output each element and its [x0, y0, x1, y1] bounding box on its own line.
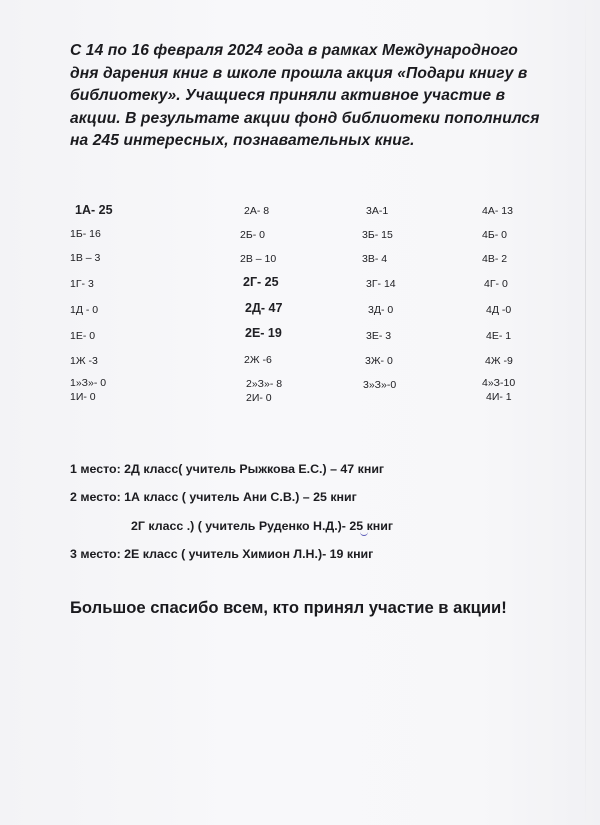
class-2i: 2И- 0	[246, 392, 272, 404]
class-1g: 1Г- 3	[70, 278, 94, 290]
class-3b: 3Б- 15	[362, 229, 393, 241]
class-1z: 1»З»- 0	[70, 377, 107, 389]
class-3g: 3Г- 14	[366, 278, 396, 290]
thanks-message: Большое спасибо всем, кто принял участие в акции!	[70, 598, 507, 617]
class-4g: 4Г- 0	[484, 278, 508, 290]
class-4b: 4Б- 0	[482, 229, 507, 241]
class-4v: 4В- 2	[482, 253, 508, 265]
class-3z: 3»З»-0	[363, 379, 397, 391]
class-2z: 2»З»- 8	[246, 378, 283, 390]
class-2zh: 2Ж -6	[244, 354, 272, 366]
result-second-place: 2 место: 1А класс ( учитель Ани С.В.) – 25 книг	[70, 490, 357, 504]
class-4d: 4Д -0	[486, 304, 512, 316]
class-2v: 2В – 10	[240, 253, 277, 265]
intro-paragraph: С 14 по 16 февраля 2024 года в рамках Международного дня дарения книг в школе прошла акция «Подари книгу в библиотеку». Учащиеся приняли активное участие в акции. В результате акции фонд библиотеки пополнился на 245 интересных, познавательных книг.	[70, 42, 540, 149]
class-3a: 3А-1	[366, 205, 389, 217]
class-4i: 4И- 1	[486, 391, 512, 403]
class-3e: 3Е- 3	[366, 330, 392, 342]
class-4zh: 4Ж -9	[485, 355, 513, 367]
class-1b: 1Б- 16	[70, 228, 101, 240]
class-4a: 4А- 13	[482, 205, 513, 217]
class-1v: 1В – 3	[70, 252, 101, 264]
class-2d: 2Д- 47	[245, 301, 283, 315]
class-3d: 3Д- 0	[368, 304, 394, 316]
class-1i: 1И- 0	[70, 391, 96, 403]
class-1e: 1Е- 0	[70, 330, 96, 342]
result-first-place: 1 место: 2Д класс( учитель Рыжкова Е.С.) – 47 книг	[70, 462, 385, 476]
pen-correction-mark	[360, 531, 368, 536]
result-third-place: 3 место: 2Е класс ( учитель Химион Л.Н.)- 19 книг	[70, 547, 374, 561]
class-1d: 1Д - 0	[70, 304, 99, 316]
class-1a: 1А- 25	[75, 203, 113, 217]
class-2b: 2Б- 0	[240, 229, 265, 241]
class-3v: 3В- 4	[362, 253, 388, 265]
class-2e: 2Е- 19	[245, 326, 282, 340]
class-4e: 4Е- 1	[486, 330, 512, 342]
page-edge-shadow	[585, 0, 586, 825]
class-2a: 2А- 8	[244, 205, 270, 217]
class-1zh: 1Ж -3	[70, 355, 98, 367]
class-4z: 4»З-10	[482, 377, 516, 389]
class-3zh: 3Ж- 0	[365, 355, 393, 367]
class-2g: 2Г- 25	[243, 275, 279, 289]
result-second-place-shared: 2Г класс .) ( учитель Руденко Н.Д.)- 25 книг	[131, 519, 394, 533]
